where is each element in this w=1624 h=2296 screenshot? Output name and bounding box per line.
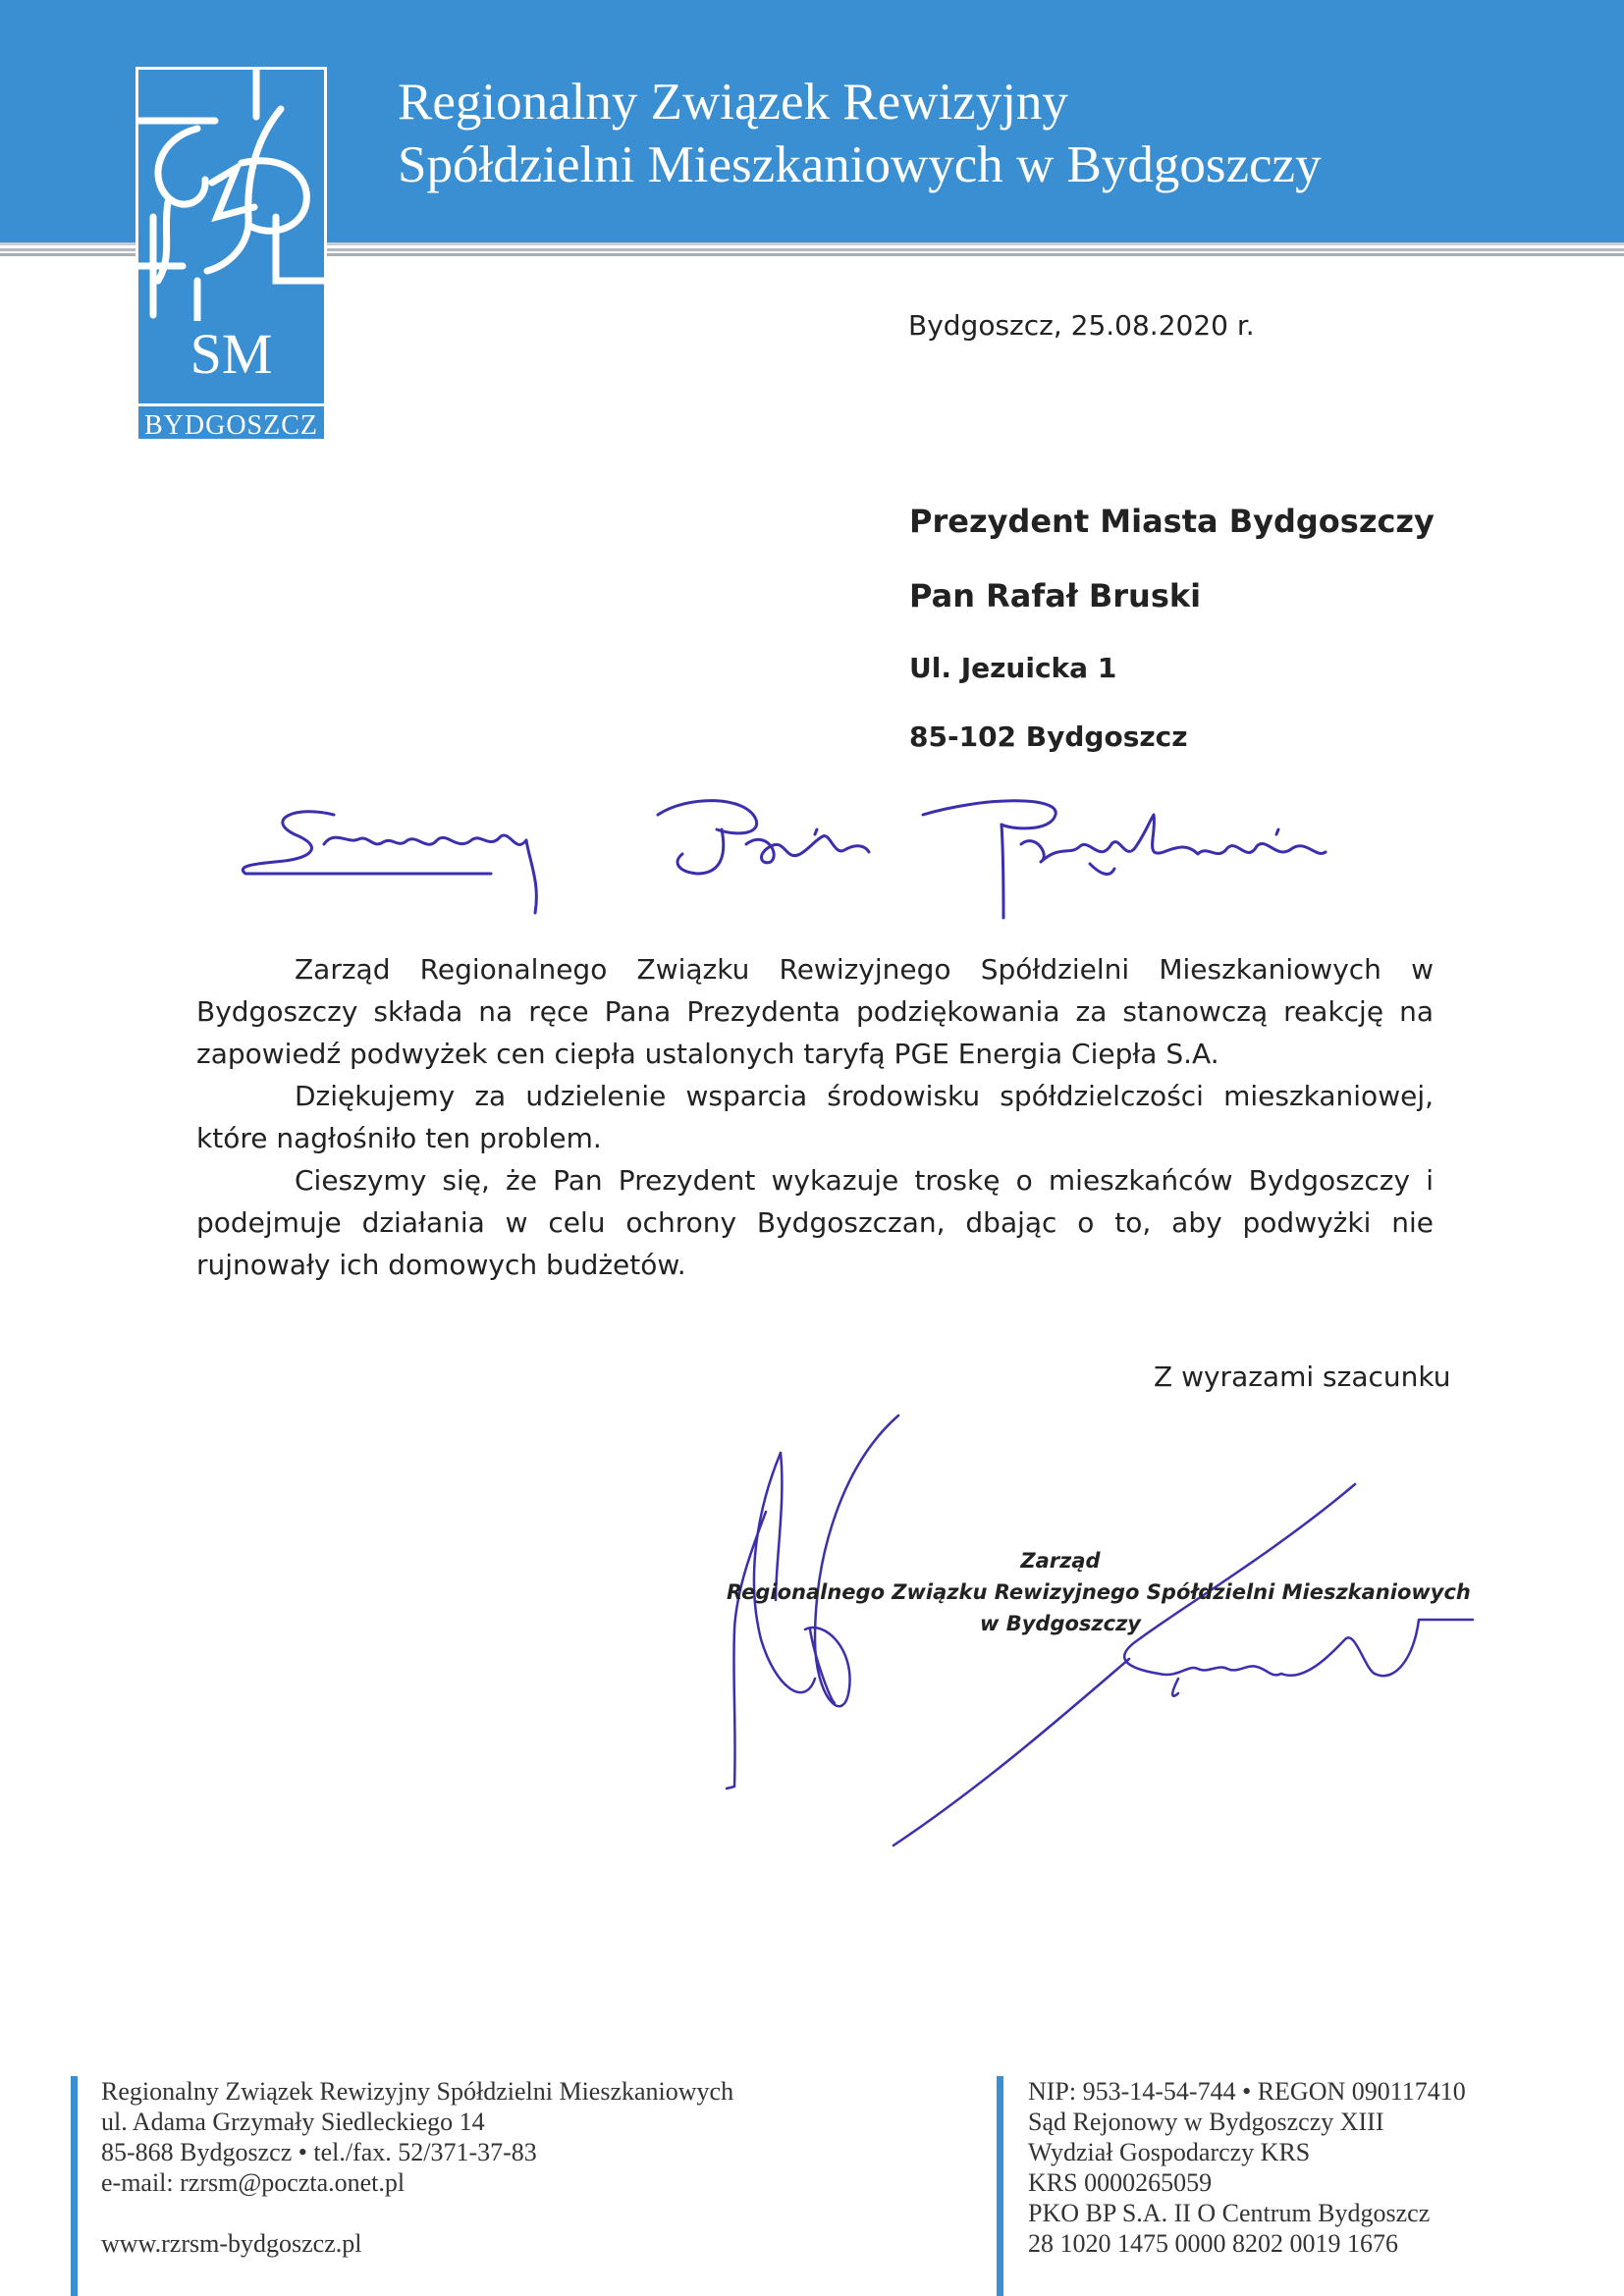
footer-nip-regon: NIP: 953-14-54-744 • REGON 090117410 — [1028, 2077, 1466, 2106]
footer-account: 28 1020 1475 0000 8202 0019 1676 — [1028, 2229, 1398, 2258]
signature-two — [884, 1472, 1522, 1865]
letter-body — [196, 948, 1434, 1286]
footer-email: e-mail: rzrsm@poczta.onet.pl — [101, 2168, 406, 2197]
footer-website: www.rzrsm-bydgoszcz.pl — [101, 2229, 362, 2258]
recipient-title: Prezydent Miasta Bydgoszczy — [909, 503, 1435, 540]
letter-date: Bydgoszcz, 25.08.2020 r. — [908, 309, 1255, 342]
footer-krs: KRS 0000265059 — [1028, 2168, 1213, 2197]
footer-court: Sąd Rejonowy w Bydgoszczy XIII — [1028, 2108, 1384, 2136]
board-line2: Regionalnego Związku Rewizyjnego Spółdzielni Mieszkaniowych — [727, 1580, 1471, 1604]
organization-title-line2: Spółdzielni Mieszkaniowych w Bydgoszczy — [398, 136, 1322, 193]
footer-divider-right — [997, 2076, 1003, 2296]
body-paragraph: Dziękujemy za udzielenie wsparcia środowisku spółdzielczości mieszkaniowej, które nagłośniło ten problem. — [196, 1080, 1434, 1154]
organization-title — [398, 71, 1322, 196]
logo-sm-text: SM — [189, 322, 273, 386]
footer-bank: PKO BP S.A. II O Centrum Bydgoszcz — [1028, 2199, 1431, 2227]
recipient-city: 85-102 Bydgoszcz — [909, 721, 1188, 753]
footer-registration-block — [1028, 2076, 1466, 2259]
signature-block — [727, 1545, 1471, 1639]
body-paragraph: Zarząd Regionalnego Związku Rewizyjnego Spółdzielni Mieszkaniowych w Bydgoszczy składa na ręce Pana Prezydenta podziękowania za stanowczą reakcję na zapowiedź podwyżek cen ciepła ustalonych taryfą PGE Energia Ciepła S.A. — [196, 953, 1434, 1070]
handwritten-salutation — [236, 775, 1345, 933]
closing-phrase: Z wyrazami szacunku — [1154, 1361, 1451, 1393]
organization-title-line1: Regionalny Związek Rewizyjny — [398, 74, 1068, 131]
footer-street: ul. Adama Grzymały Siedleckiego 14 — [101, 2108, 485, 2136]
recipient-street: Ul. Jezuicka 1 — [909, 652, 1117, 684]
footer-org-name: Regionalny Związek Rewizyjny Spółdzielni Mieszkaniowych — [101, 2077, 734, 2106]
footer-division: Wydział Gospodarczy KRS — [1028, 2138, 1311, 2166]
logo-city-text: BYDGOSZCZ — [138, 403, 324, 446]
body-paragraph: Cieszymy się, że Pan Prezydent wykazuje troskę o mieszkańców Bydgoszczy i podejmuje działania w celu ochrony Bydgoszczan, dbając o to, aby podwyżki nie rujnowały ich domowych budżetów. — [196, 1164, 1434, 1281]
board-line1: Zarząd — [1020, 1549, 1101, 1573]
board-line3: w Bydgoszczy — [980, 1612, 1141, 1635]
recipient-name: Pan Rafał Bruski — [909, 577, 1202, 614]
footer-divider-left — [71, 2076, 78, 2296]
footer-address-block — [101, 2076, 733, 2259]
footer-city-phone: 85-868 Bydgoszcz • tel./fax. 52/371-37-83 — [101, 2138, 537, 2166]
logo-monogram-icon — [138, 70, 324, 321]
organization-logo — [135, 67, 327, 442]
